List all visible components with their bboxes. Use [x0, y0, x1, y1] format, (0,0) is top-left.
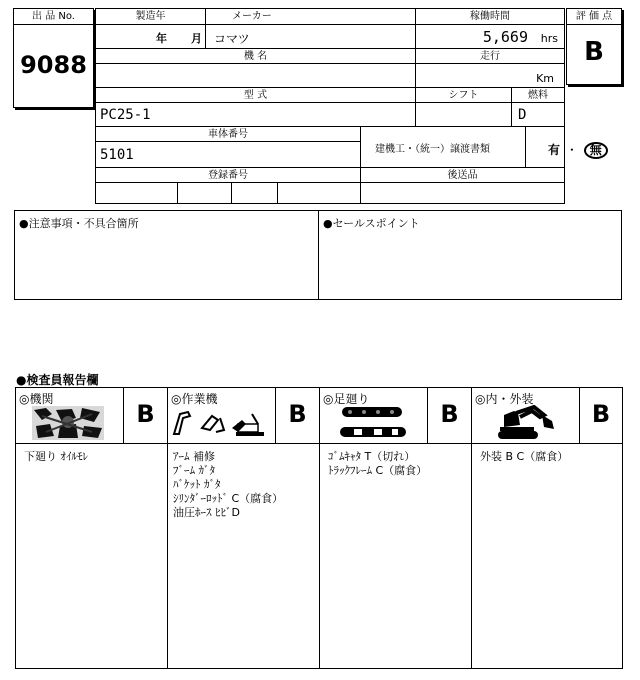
- type-label: 型 式: [96, 88, 416, 103]
- inspection-card-engine: [16, 388, 168, 668]
- hours-value-cell: [416, 25, 564, 49]
- registration-label: 登録番号: [96, 168, 361, 183]
- travel-label: 走行: [416, 49, 564, 64]
- card-title: ◎作業機: [171, 392, 218, 406]
- model-name-value: [96, 64, 416, 88]
- card-title: ◎内・外装: [475, 392, 534, 406]
- registration-cell-4: [278, 183, 361, 203]
- shipping-value: [361, 183, 564, 203]
- maker-value: コマツ: [214, 32, 250, 46]
- engine-photo-icon: [32, 404, 104, 442]
- model-name-label: 機 名: [96, 49, 416, 64]
- serial-label: 車体番号: [96, 127, 361, 142]
- transfer-no-circled: [584, 142, 608, 159]
- serial-value-cell: [96, 142, 361, 168]
- card-notes: 外装 B C（腐食）: [480, 450, 569, 463]
- transfer-yes-no: [548, 141, 618, 163]
- card-grade: B: [288, 400, 307, 428]
- hours-label: 稼働時間: [416, 9, 564, 25]
- year-label: 製造年: [96, 9, 206, 25]
- inspection-table: [15, 387, 623, 669]
- transfer-no: 無: [589, 143, 602, 157]
- card-image-area: [16, 388, 124, 443]
- card-grade: B: [591, 400, 611, 428]
- travel-value-cell: [416, 64, 564, 88]
- type-value-cell: [96, 103, 416, 127]
- card-header: [472, 388, 622, 444]
- notes-section: [15, 211, 319, 299]
- hours-unit: hrs: [540, 32, 558, 45]
- card-image-area: [320, 388, 428, 443]
- inspection-title: ●検査員報告欄: [16, 373, 99, 387]
- fuel-value: D: [518, 107, 527, 123]
- card-title: ◎足廻り: [323, 392, 370, 406]
- card-header: [168, 388, 319, 444]
- lot-number-box: [13, 8, 94, 108]
- overall-grade: B: [584, 37, 604, 67]
- remarks-box: [14, 210, 622, 300]
- excavator-icon: [498, 405, 558, 441]
- fuel-value-cell: [512, 103, 564, 127]
- type-value: PC25-1: [100, 107, 151, 123]
- shipping-label: 後送品: [361, 168, 564, 183]
- registration-cell-1: [96, 183, 178, 203]
- transfer-yes: 有: [548, 143, 561, 157]
- card-header: [16, 388, 167, 444]
- card-header: [320, 388, 471, 444]
- maker-value-cell: [206, 25, 416, 49]
- card-notes: 下廻り ｵｲﾙﾓﾚ: [24, 450, 88, 463]
- year-unit: 年: [156, 32, 167, 45]
- overall-grade-box: [566, 8, 622, 85]
- hours-value: 5,669: [482, 28, 528, 46]
- card-grade: B: [440, 400, 459, 428]
- card-image-area: [168, 388, 276, 443]
- vehicle-info-table: [95, 8, 565, 204]
- card-grade: B: [136, 400, 155, 428]
- card-notes: ｱｰﾑ 補修 ﾌﾞｰﾑ ｶﾞﾀ ﾊﾞｹｯﾄ ｶﾞﾀ ｼﾘﾝﾀﾞｰﾛｯﾄﾞ C（腐食） 油圧ﾎｰｽ ﾋﾋﾞD: [173, 450, 284, 519]
- inspection-card-undercarriage: [320, 388, 472, 668]
- transfer-docs-label: 建機工・（統一）譲渡書類: [375, 144, 490, 155]
- notes-label: ●注意事項・不具合箇所: [19, 217, 139, 230]
- inspection-card-work-equipment: [168, 388, 320, 668]
- month-unit: 月: [191, 32, 202, 45]
- sales-points-label: ●セールスポイント: [323, 217, 420, 230]
- grade-label: 評 価 点: [567, 9, 621, 25]
- registration-cell-2: [178, 183, 232, 203]
- serial-value: 5101: [100, 147, 134, 163]
- transfer-docs-label-cell: [361, 127, 526, 168]
- lot-number-label: 出 品 No.: [14, 9, 93, 25]
- shift-value: [416, 103, 512, 127]
- sales-points-section: [319, 211, 621, 299]
- lot-number: 9088: [20, 51, 87, 79]
- travel-unit: Km: [536, 72, 554, 85]
- work-equipment-icon: [172, 408, 268, 438]
- inspection-card-interior-exterior: [472, 388, 622, 668]
- undercarriage-icon: [340, 405, 410, 441]
- registration-cell-3: [232, 183, 278, 203]
- year-value-cell: [96, 25, 206, 49]
- card-title: ◎機関: [19, 392, 54, 406]
- shift-label: シフト: [416, 88, 512, 103]
- maker-label: メーカー: [206, 9, 416, 25]
- card-notes: ｺﾞﾑｷｬﾀ T（切れ） ﾄﾗｯｸﾌﾚｰﾑ C（腐食）: [328, 450, 428, 477]
- card-image-area: [472, 388, 580, 443]
- fuel-label: 燃料: [512, 88, 564, 103]
- transfer-separator: ・: [565, 143, 578, 157]
